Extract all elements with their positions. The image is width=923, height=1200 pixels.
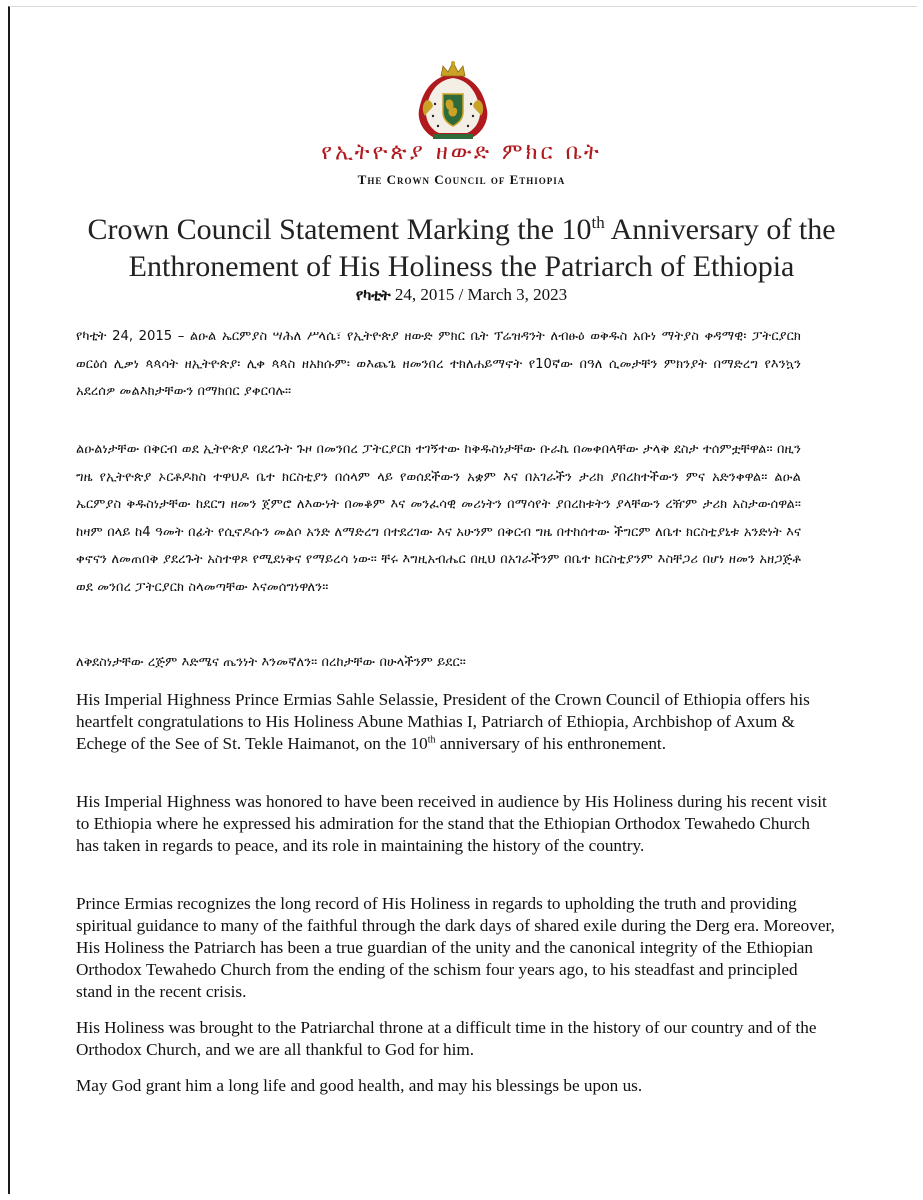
amharic-paragraph-1: የካቲት 24, 2015 – ልዑል ኤርምያስ ሣሕለ ሥላሴ፣ የኢትዮጵያ ዘውድ ምክር ቤት ፕሬዝዳንት ለብፁዕ ወቅዱስ አቡነ ማትያስ ቀዳማዊ፡ ፓትርያርክ ወርዕሰ ሊቃነ ጳጳሳት ዘኢትዮጵያ፡ ሊቀ ጳጳስ ዘአክሱም፡ ወእጨጌ ዘመንበረ ተክለሐይማኖት የ10ኛው በዓለ ሲመታቸን ምክንያት በማድረግ የእንኳን አደረሰዎ መልእክታቸውን በማክበር ያቀርባሉ። <box>76 329 801 399</box>
english-paragraph-1-sup: th <box>427 734 436 746</box>
imperial-crest-icon <box>405 60 501 144</box>
amharic-paragraph-2: ልዑልነታቸው በቅርብ ወደ ኢትዮጵያ ባደረጉት ጉዞ በመንበረ ፓትርያርክ ተገኝተው ከቅዱስነታቸው ቡራኬ በመቀበላቸው ታላቅ ደስታ ተሰምቷቸዋል። በዚን ግዜ የኢትዮጵያ ኦርቶዶክስ ተዋህዶ ቤተ ክርስቲያን በሰላም ላይ የወሰደችውን አቋም እና በአገራችን ታሪክ ያበረከተችውን ምና አድንቀዋል። ልዑል ኤርምያስ ቅዱስነታቸው ከደርግ ዘመን ጀምሮ ለእውነት በመቆም እና መንፈሳዊ መሪነትን በማሳየት ያበረከቱትን ያላቸውን ረዥም ታሪክ አስታውሰዋል። ከዛም በላይ ከ4 ዓመት በፊት የሲኖዶሱን መልሶ አንድ ለማድረግ በተደረገው እና አሁንም በቅርብ ግዜ በተከሰተው ችግርም ለቤተ ክርስቲያኒቱ አንድነት እና ቀኖናን ለመጠበቅ ያደረጉት አስተዋጾ የሚደነቅና የማይረሳ ነው። ቸሩ እግዚአብሔር በዚህ በአገራችንም በቤተ ክርስቲያንም እስቸጋሪ በሆነ ዘመን አዘጋጅቶ ወደ መንበረ ፓትርያርክ ስላመጣቸው እናመሰግነዋለን። <box>76 442 801 595</box>
statement-date <box>0 285 923 305</box>
english-paragraph-1-before: His Imperial Highness Prince Ermias Sahle Selassie, President of the Crown Council of Ethiopia offers his heartfelt congratulations to His Holiness Abune Mathias I, Patriarch of Ethiopia, Archbishop of Axum & Echege of the See of St. Tekle Haimanot, on the 10 <box>76 690 810 753</box>
english-paragraph-4: His Holiness was brought to the Patriarchal throne at a difficult time in the history of our country and of the Orthodox Church, and we are all thankful to God for him. <box>76 1018 817 1059</box>
date-rest: 24, 2015 / March 3, 2023 <box>390 285 568 304</box>
english-org-name <box>0 172 923 188</box>
english-paragraph-3: Prince Ermias recognizes the long record of His Holiness in regards to upholding the truth and providing spiritual guidance to many of the faithful through the dark days of shared exile during the Derg era. Moreover, His Holiness the Patriarch has been a true guardian of the unity and the canonical integrity of the Ethiopian Orthodox Tewahedo Church from the ending of the schism four years ago, to his steadfast and principled stand in the recent crisis. <box>76 894 835 1001</box>
date-amharic-month: የካቲት <box>355 286 391 304</box>
amharic-paragraph-3: ለቅደስነታቸው ረጅም እድሜና ጤንነት እንመኛለን። በረከታቸው በሁላችንም ይደር። <box>76 655 466 670</box>
title-line1-before: Crown Council Statement Marking the 10 <box>87 213 592 246</box>
english-paragraph-1-after: anniversary of his enthronement. <box>435 734 666 753</box>
title-line2: Enthronement of His Holiness the Patriarch of Ethiopia <box>128 250 795 283</box>
title-superscript: th <box>591 213 605 232</box>
english-paragraph-2: His Imperial Highness was honored to have been received in audience by His Holiness during his recent visit to Ethiopia where he expressed his admiration for the stand that the Ethiopian Orthodox Tewahedo Church has taken in regards to peace, and its role in maintaining the history of the country. <box>76 792 827 855</box>
amharic-org-name: የኢትዮጵያ ዘውድ ምክር ቤት <box>321 140 602 165</box>
english-paragraph-1 <box>76 689 836 755</box>
title-line1-after: Anniversary of the <box>604 213 836 246</box>
english-org-name-text: The Crown Council of Ethiopia <box>357 172 566 187</box>
page-title <box>40 204 883 285</box>
english-paragraph-5: May God grant him a long life and good health, and may his blessings be upon us. <box>76 1076 643 1095</box>
